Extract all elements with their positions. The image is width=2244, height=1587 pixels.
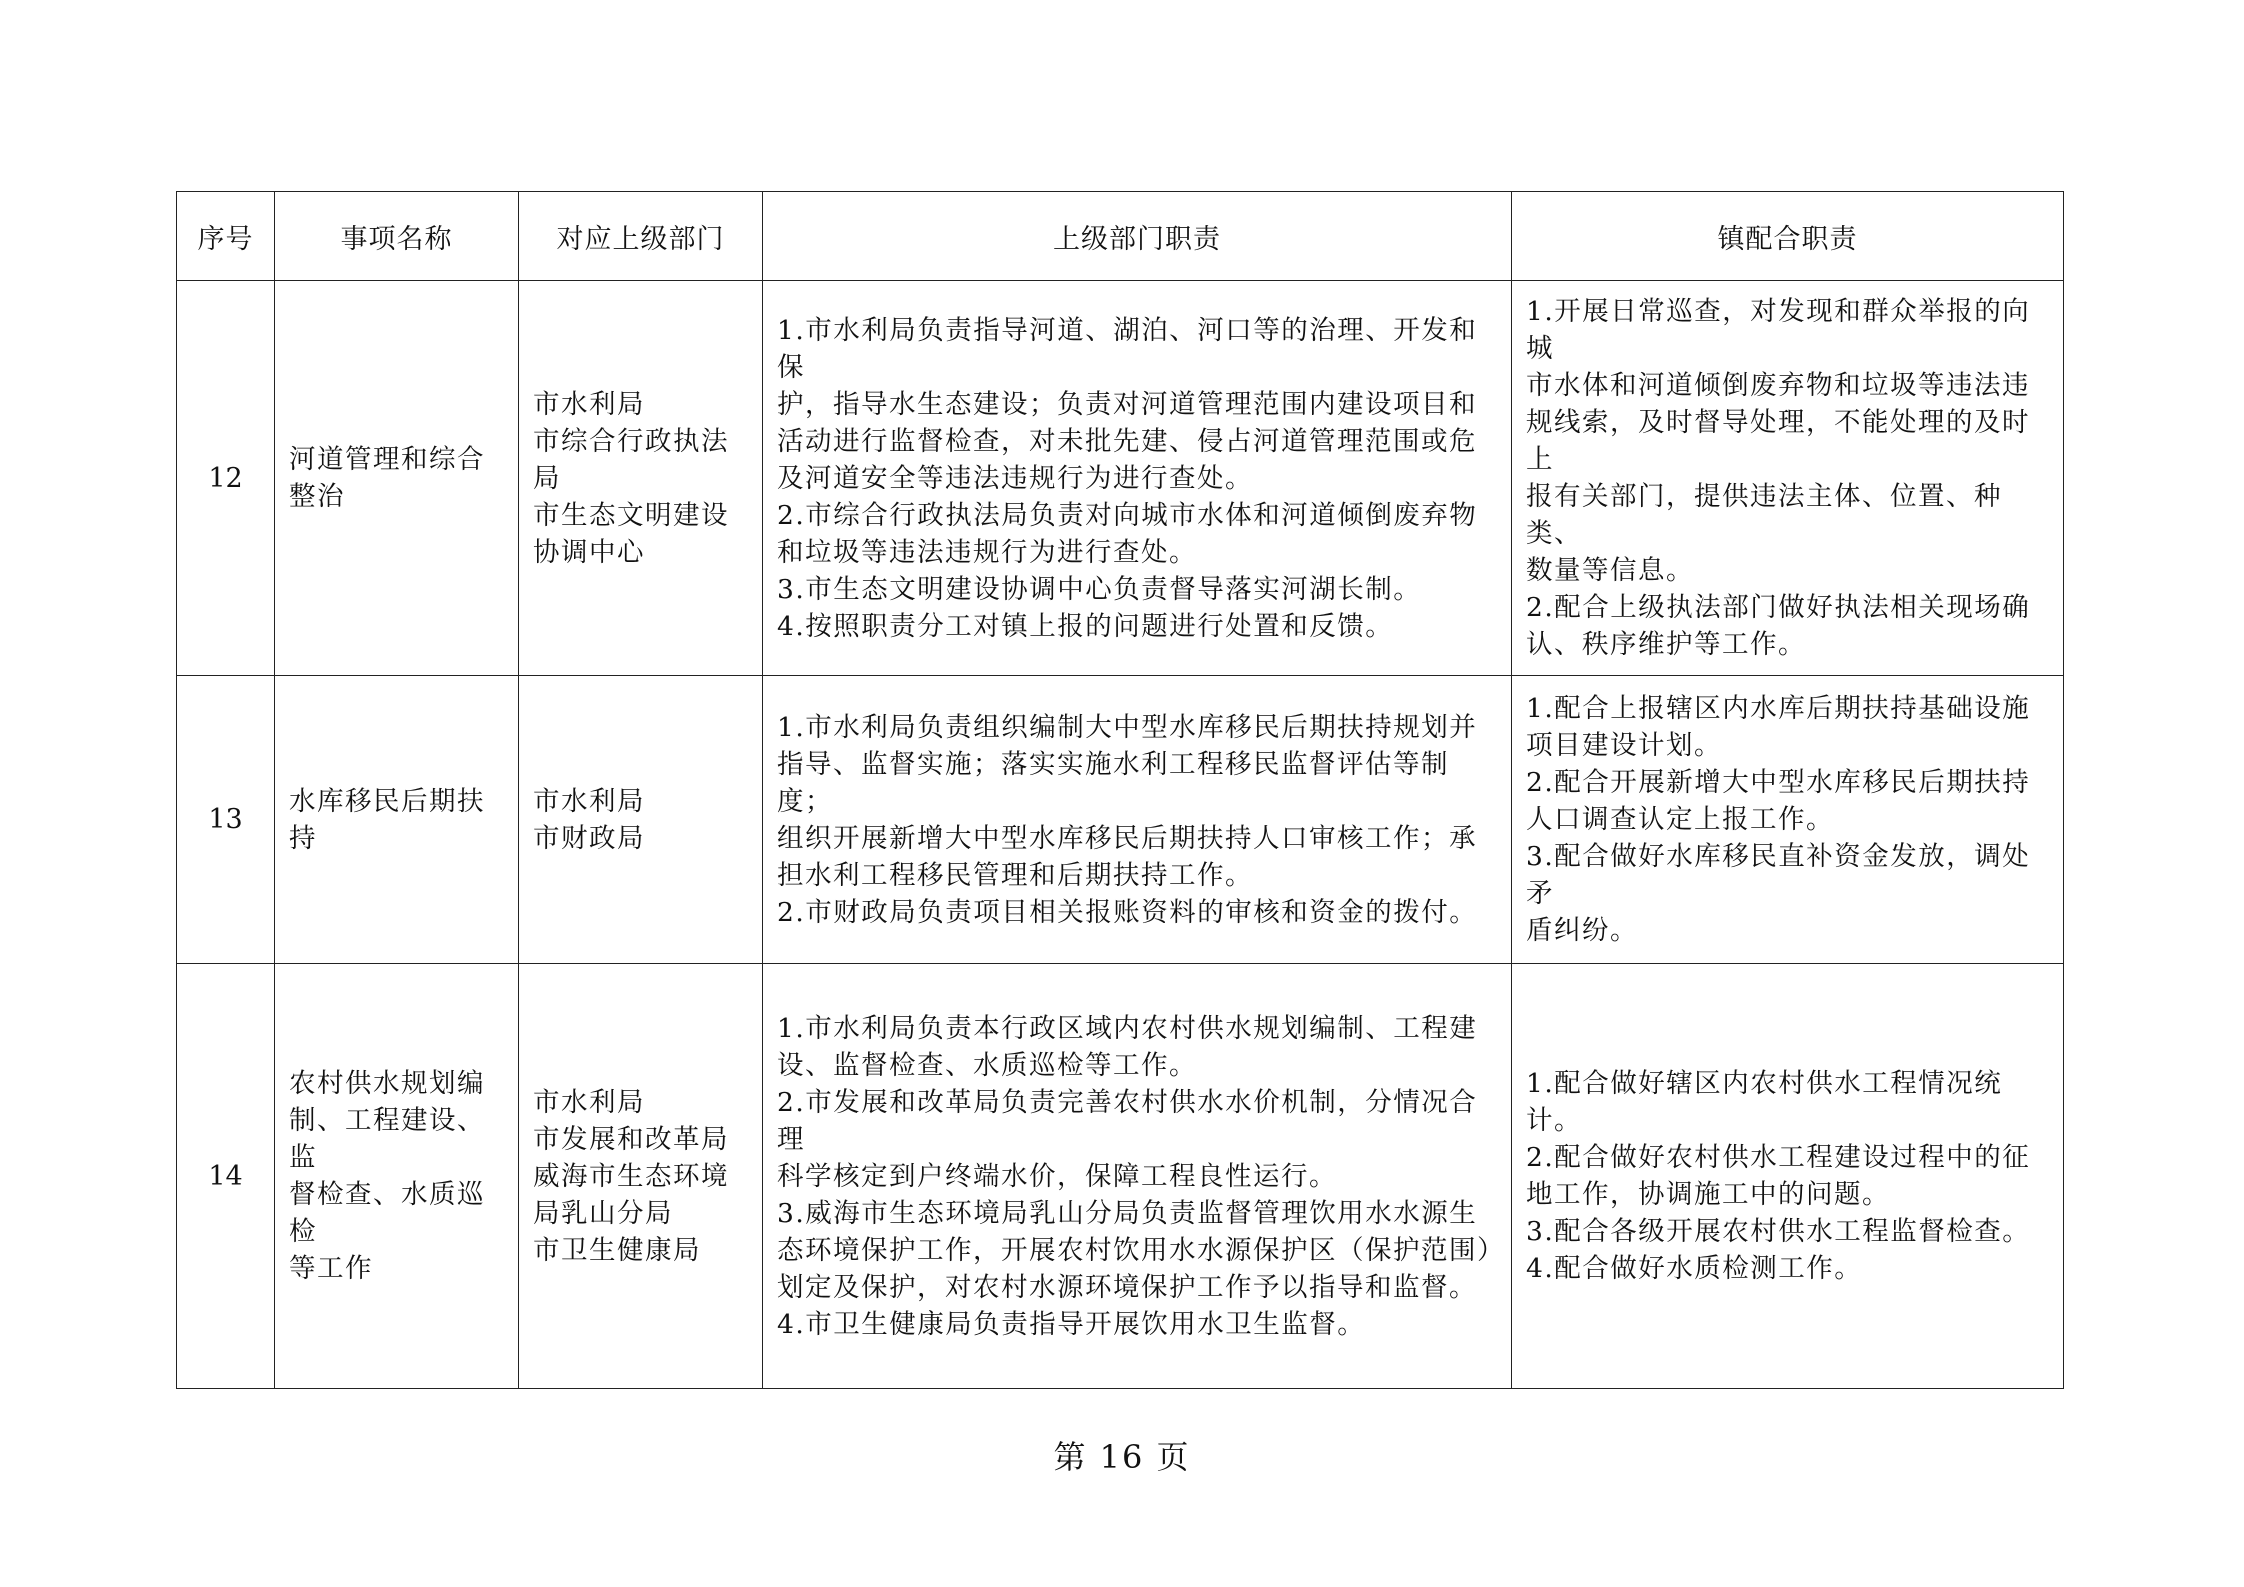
responsibility-table: [176, 191, 2064, 1389]
town-duty-line: 认、秩序维护等工作。: [1526, 629, 1806, 660]
department-line: 市发展和改革局: [533, 1123, 729, 1155]
row-superior-duties: [763, 964, 1512, 1389]
row-town-duties: [1512, 281, 2064, 676]
town-duty-line: 数量等信息。: [1526, 555, 1694, 586]
duty-line: 和垃圾等违法违规行为进行查处。: [777, 536, 1197, 568]
town-duty-line: 地工作，协调施工中的问题。: [1526, 1179, 1890, 1210]
department-line: 局乳山分局: [533, 1197, 673, 1229]
item-name-line: 等工作: [289, 1253, 373, 1284]
duty-line: 2.市发展和改革局负责完善农村供水水价机制，分情况合理: [777, 1086, 1478, 1155]
duty-line: 态环境保护工作，开展农村饮用水水源保护区（保护范围）: [777, 1234, 1505, 1266]
duty-line: 活动进行监督检查，对未批先建、侵占河道管理范围或危: [777, 425, 1477, 457]
row-departments: [519, 676, 763, 964]
department-line: 市水利局: [533, 785, 645, 817]
department-line: 市水利局: [533, 1086, 645, 1118]
row-town-duties: [1512, 676, 2064, 964]
row-departments: [519, 964, 763, 1389]
department-line: 局: [533, 462, 561, 494]
duty-line: 1.市水利局负责本行政区域内农村供水规划编制、工程建: [777, 1012, 1478, 1044]
department-line: 市生态文明建设: [533, 499, 729, 531]
town-duty-line: 项目建设计划。: [1526, 730, 1722, 761]
town-duty-line: 2.配合上级执法部门做好执法相关现场确: [1526, 592, 2031, 623]
town-duty-line: 2.配合做好农村供水工程建设过程中的征: [1526, 1142, 2031, 1173]
duty-line: 1.市水利局负责组织编制大中型水库移民后期扶持规划并: [777, 711, 1478, 743]
town-duty-line: 4.配合做好水质检测工作。: [1526, 1253, 1863, 1284]
table-header-row: [177, 192, 2064, 281]
row-serial-number: 14: [177, 964, 275, 1389]
duty-line: 护，指导水生态建设；负责对河道管理范围内建设项目和: [777, 388, 1477, 420]
department-line: 市综合行政执法: [533, 425, 729, 457]
department-line: 协调中心: [533, 536, 645, 568]
duty-line: 3.威海市生态环境局乳山分局负责监督管理饮用水水源生: [777, 1197, 1478, 1229]
town-duty-line: 报有关部门，提供违法主体、位置、种类、: [1526, 481, 2002, 549]
duty-line: 担水利工程移民管理和后期扶持工作。: [777, 859, 1253, 891]
table-row: [177, 676, 2064, 964]
row-superior-duties: [763, 281, 1512, 676]
town-duty-line: 人口调查认定上报工作。: [1526, 804, 1834, 835]
duty-line: 2.市财政局负责项目相关报账资料的审核和资金的拨付。: [777, 896, 1478, 928]
item-name-line: 农村供水规划编: [289, 1068, 485, 1099]
town-duty-line: 市水体和河道倾倒废弃物和垃圾等违法违: [1526, 370, 2030, 401]
department-line: 威海市生态环境: [533, 1160, 729, 1192]
row-departments: [519, 281, 763, 676]
header-serial-number: 序号: [177, 192, 275, 281]
row-item-name: [275, 281, 519, 676]
duty-line: 1.市水利局负责指导河道、湖泊、河口等的治理、开发和保: [777, 314, 1478, 383]
header-superior-department: 对应上级部门: [519, 192, 763, 281]
row-serial-number: 12: [177, 281, 275, 676]
duty-line: 科学核定到户终端水价，保障工程良性运行。: [777, 1160, 1337, 1192]
duty-line: 设、监督检查、水质巡检等工作。: [777, 1049, 1197, 1081]
town-duty-line: 1.配合做好辖区内农村供水工程情况统计。: [1526, 1068, 2003, 1136]
duty-line: 4.按照职责分工对镇上报的问题进行处置和反馈。: [777, 610, 1394, 642]
duty-line: 4.市卫生健康局负责指导开展饮用水卫生监督。: [777, 1308, 1366, 1340]
town-duty-line: 规线索，及时督导处理，不能处理的及时上: [1526, 407, 2030, 475]
department-line: 市财政局: [533, 822, 645, 854]
row-superior-duties: [763, 676, 1512, 964]
town-duty-line: 1.开展日常巡查，对发现和群众举报的向城: [1526, 296, 2031, 364]
town-duty-line: 3.配合做好水库移民直补资金发放，调处矛: [1526, 841, 2031, 909]
item-name-line: 持: [289, 822, 317, 854]
row-serial-number: 13: [177, 676, 275, 964]
duty-line: 2.市综合行政执法局负责对向城市水体和河道倾倒废弃物: [777, 499, 1478, 531]
header-town-duties: 镇配合职责: [1512, 192, 2064, 281]
item-name-line: 整治: [289, 481, 345, 512]
duty-line: 划定及保护，对农村水源环境保护工作予以指导和监督。: [777, 1271, 1477, 1303]
row-item-name: [275, 964, 519, 1389]
town-duty-line: 3.配合各级开展农村供水工程监督检查。: [1526, 1216, 2031, 1247]
row-item-name: [275, 676, 519, 964]
department-line: 市卫生健康局: [533, 1234, 701, 1266]
header-superior-duties: 上级部门职责: [763, 192, 1512, 281]
duty-line: 组织开展新增大中型水库移民后期扶持人口审核工作；承: [777, 822, 1477, 854]
table-row: [177, 281, 2064, 676]
table-row: [177, 964, 2064, 1389]
item-name-line: 制、工程建设、监: [289, 1105, 485, 1173]
town-duty-line: 盾纠纷。: [1526, 915, 1638, 946]
department-line: 市水利局: [533, 388, 645, 420]
item-name-line: 督检查、水质巡检: [289, 1179, 485, 1247]
town-duty-line: 2.配合开展新增大中型水库移民后期扶持: [1526, 767, 2031, 798]
duty-line: 指导、监督实施；落实实施水利工程移民监督评估等制度；: [777, 748, 1449, 817]
duty-line: 3.市生态文明建设协调中心负责督导落实河湖长制。: [777, 573, 1422, 605]
row-town-duties: [1512, 964, 2064, 1389]
item-name-line: 水库移民后期扶: [289, 785, 485, 817]
header-item-name: 事项名称: [275, 192, 519, 281]
duty-line: 及河道安全等违法违规行为进行查处。: [777, 462, 1253, 494]
town-duty-line: 1.配合上报辖区内水库后期扶持基础设施: [1526, 693, 2031, 724]
item-name-line: 河道管理和综合: [289, 444, 485, 475]
page-number: 第 16 页: [1053, 1438, 1191, 1476]
